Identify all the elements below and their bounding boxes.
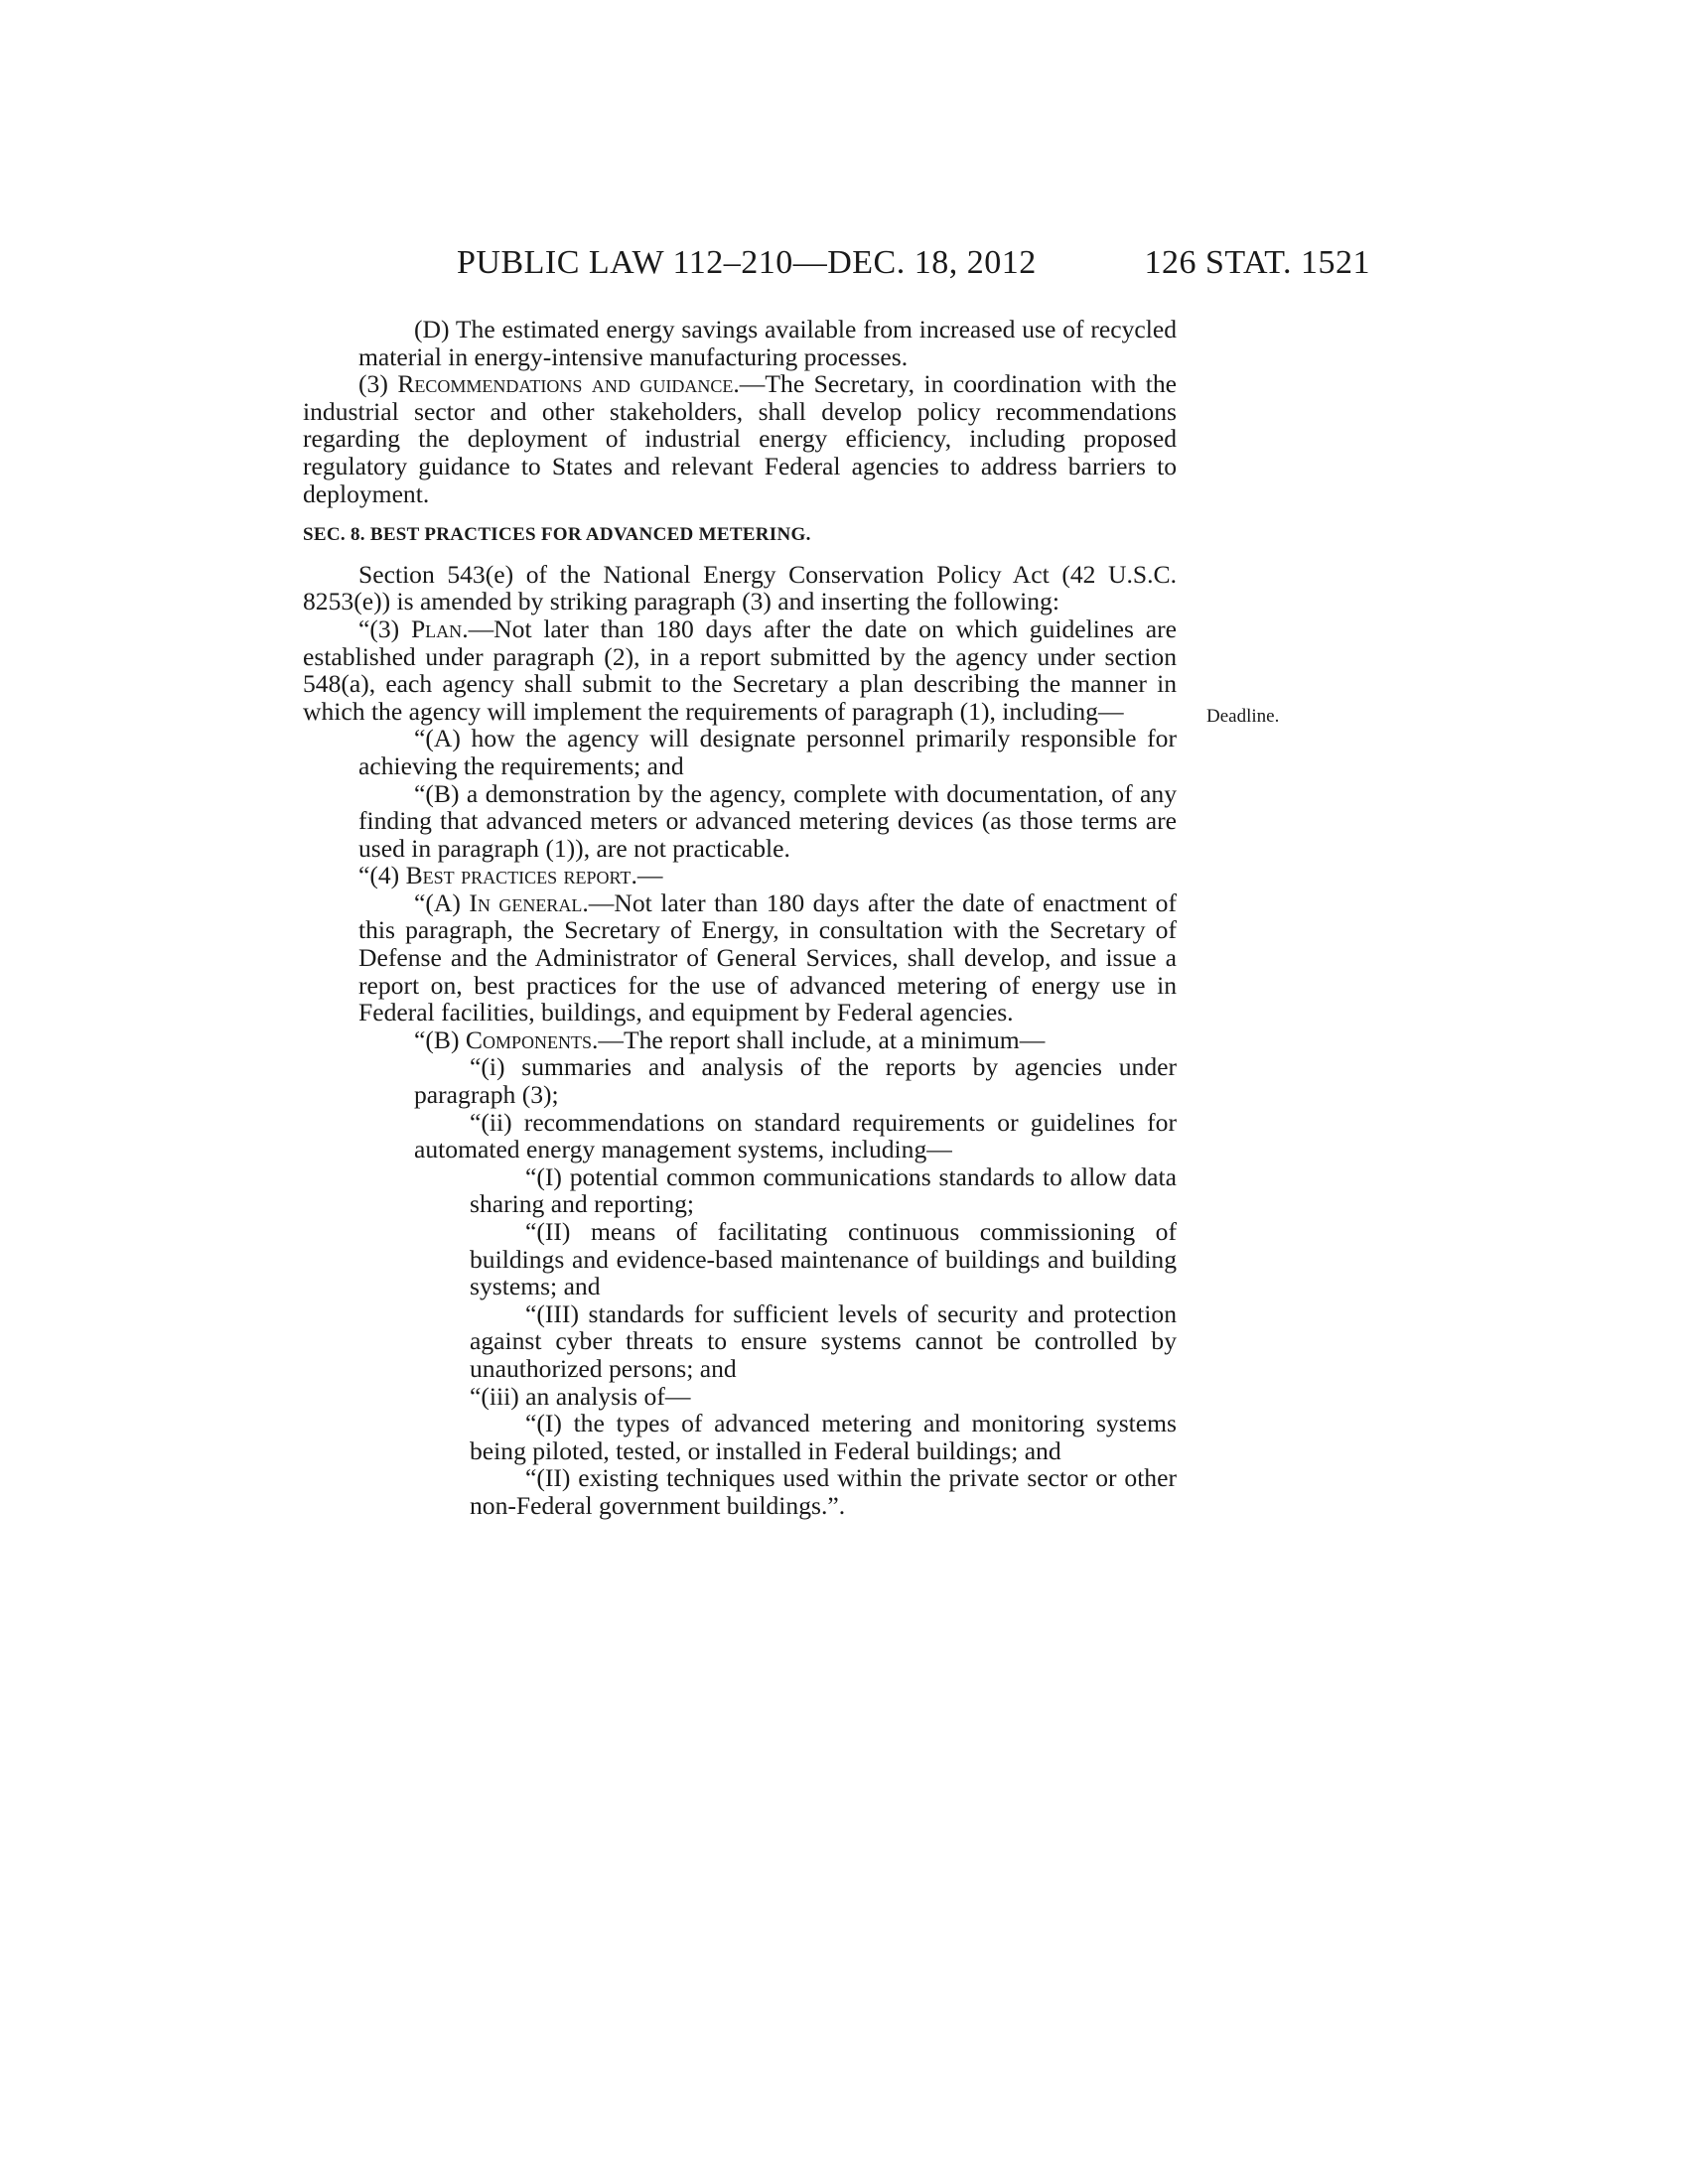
clause-iii: “(iii) an analysis of— — [470, 1381, 691, 1411]
paragraph-number: “(B) — [414, 1024, 466, 1054]
section-heading: SEC. 8. BEST PRACTICES FOR ADVANCED METERING. — [303, 524, 811, 546]
paragraph-number: (3) — [358, 369, 398, 399]
paragraph-heading: Plan — [410, 614, 463, 643]
paragraph-recommendations — [303, 370, 1177, 507]
paragraph-number: “(A) — [414, 887, 470, 917]
paragraph-number: “(4) — [358, 861, 406, 890]
subclause-iii-I: “(I) the types of advanced metering and monitoring systems being piloted, tested, or installed in Federal buildings; and — [470, 1409, 1177, 1465]
subclause-ii-II: “(II) means of facilitating continuous commissioning of buildings and evidence-based maintenance of buildings and building systems; and — [470, 1217, 1177, 1301]
document-body — [303, 316, 1177, 1520]
paragraph-text: .—Not later than 180 days after the date of enactment of this paragraph, the Secretary of Energy, in consultation with the Secretary of Defense and the Administrator of General Services, shall develop, and issue a report on, best practices for the use of advanced metering of energy use in Federal facilities, buildings, and equipment by Federal agencies. — [358, 887, 1177, 1027]
paragraph-plan-b: “(B) a demonstration by the agency, complete with documentation, of any finding that advanced meters or advanced metering devices (as those terms are used in paragraph (1)), are not practicable. — [358, 778, 1177, 863]
subclause-iii-II: “(II) existing techniques used within the private sector or other non-Federal government buildings.”. — [470, 1463, 1177, 1520]
clause-ii: “(ii) recommendations on standard requirements or guidelines for automated energy management systems, including— — [414, 1107, 1177, 1164]
statute-page-number: 126 STAT. 1521 — [1144, 244, 1370, 281]
paragraph-best-practices — [303, 862, 1177, 889]
margin-note-deadline: Deadline. — [1206, 706, 1280, 727]
public-law-citation: PUBLIC LAW 112–210—DEC. 18, 2012 — [457, 244, 1037, 281]
clause-i: “(i) summaries and analysis of the reports by agencies under paragraph (3); — [414, 1052, 1177, 1110]
paragraph-in-general — [303, 889, 1177, 1026]
paragraph-text: .—The report shall include, at a minimum— — [591, 1024, 1046, 1054]
paragraph-heading: Components — [465, 1024, 592, 1054]
paragraph-dash: .— — [631, 861, 663, 890]
paragraph-number: “(3) — [358, 614, 411, 643]
paragraph-text: .—Not later than 180 days after the date on which guidelines are established under paragraph (2), in a report submitted by the agency under section 548(a), each agency shall submit to the Secretary a plan describing the manner in which the agency will implement the requirements of paragraph (1), including— — [303, 614, 1177, 726]
paragraph-components — [303, 1026, 1177, 1054]
paragraph-heading: In general — [469, 887, 583, 917]
paragraph-plan — [303, 615, 1177, 725]
paragraph-text: .—The Secretary, in coordination with the industrial sector and other stakeholders, shall develop policy recommendations regarding the deployment of industrial energy efficiency, including proposed regulatory guidance to States and relevant Federal agencies to address barriers to deployment. — [303, 369, 1177, 508]
paragraph-plan-a: “(A) how the agency will designate personnel primarily responsible for achieving the requirements; and — [358, 724, 1177, 780]
paragraph-intro: Section 543(e) of the National Energy Conservation Policy Act (42 U.S.C. 8253(e)) is amended by striking paragraph (3) and inserting the following: — [303, 559, 1177, 616]
subclause-ii-III: “(III) standards for sufficient levels of security and protection against cyber threats to ensure systems cannot be controlled by unauthorized persons; and — [470, 1298, 1177, 1383]
paragraph-heading: Recommendations and guidance — [397, 369, 734, 399]
page-header — [457, 244, 1370, 294]
subclause-ii-I: “(I) potential common communications standards to allow data sharing and reporting; — [470, 1161, 1177, 1219]
paragraph-heading: Best practices report — [405, 861, 632, 890]
paragraph-d: (D) The estimated energy savings available from increased use of recycled material in energy-intensive manufacturing processes. — [358, 315, 1177, 371]
